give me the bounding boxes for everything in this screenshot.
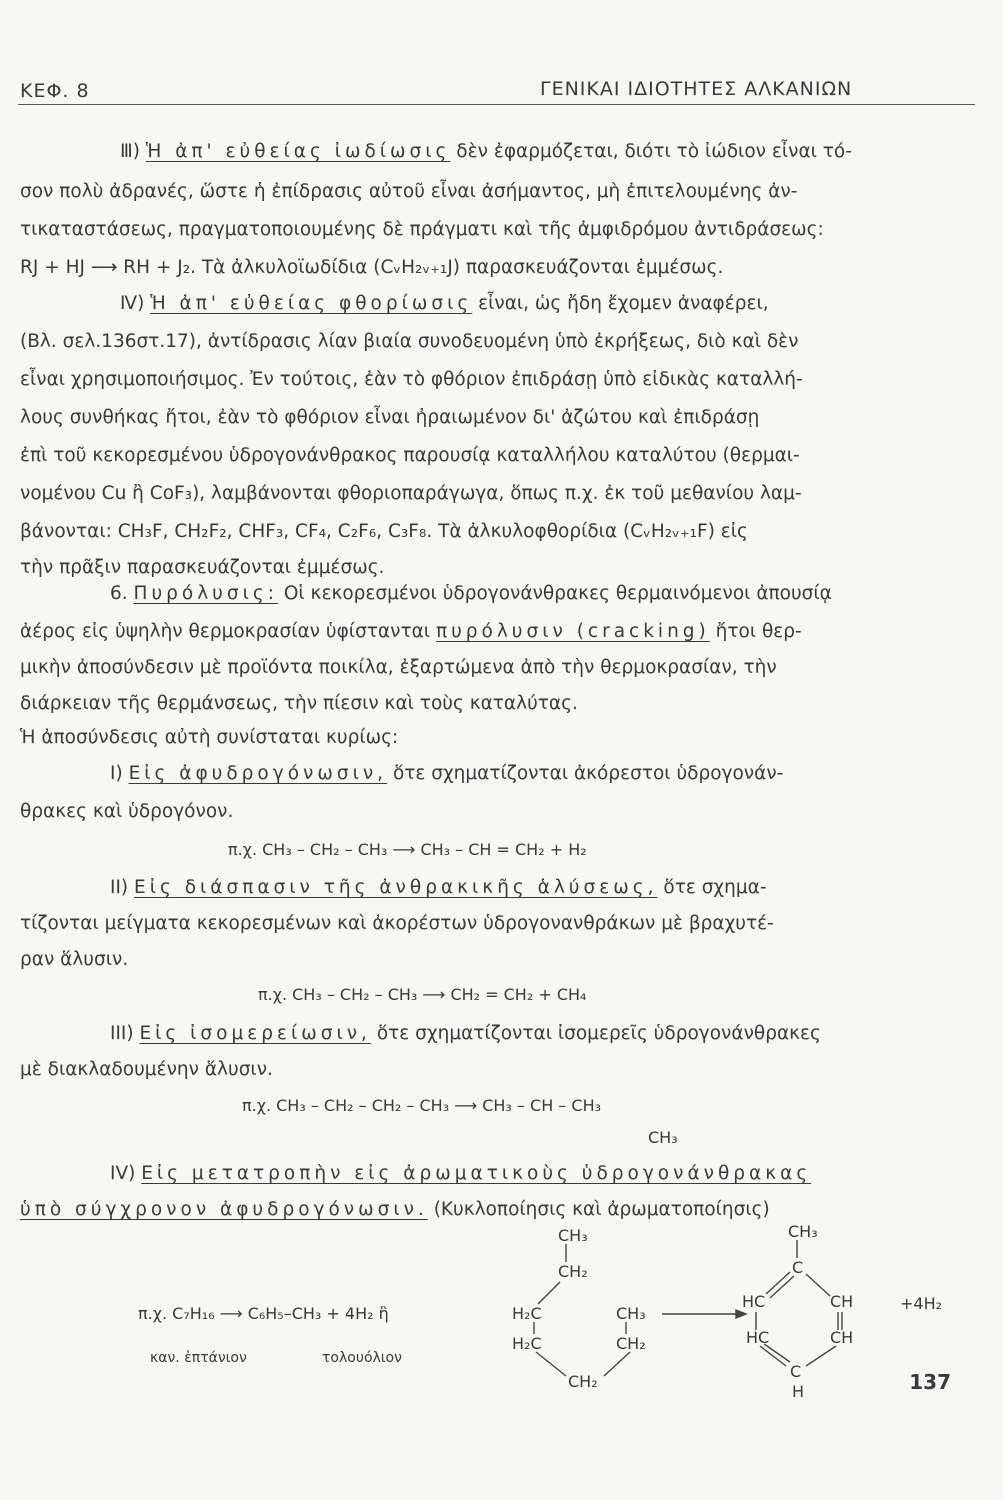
bond: [806, 1346, 836, 1366]
tol-plus-h2: +4H₂: [900, 1294, 943, 1313]
fluorination-line-8: τὴν πρᾶξιν παρασκευάζονται ἐμμέσως.: [20, 557, 385, 578]
bond: [536, 1352, 566, 1376]
tol-ch-low: CH: [830, 1328, 854, 1347]
fluorination-line-4: λους συνθήκας ἤτοι, ἐὰν τὸ φθόριον εἶναι ἠραιωμένον δι' ἀζώτου καὶ ἐπιδράσῃ: [20, 407, 760, 428]
case2-equation: π.χ. CH₃ – CH₂ – CH₃ ⟶ CH₂ = CH₂ + CH₄: [258, 985, 587, 1004]
hep-ch3-right: CH₃: [616, 1304, 646, 1323]
pyrolysis-line-2: ἀέρος εἰς ὑψηλὴν θερμοκρασίαν ὑφίστανται πυρόλυσιν (cracking) ἤτοι θερ-: [20, 621, 802, 642]
case1-heading: Εἰς ἀφυδρογόνωσιν,: [128, 763, 388, 784]
case4-line-1: ΙV) Εἰς μετατροπὴν εἰς ἀρωματικοὺς ὑδρογονάνθρακας: [110, 1163, 812, 1184]
fluorination-line-1: Ⅳ) Ἡ ἀπ' εὐθείας φθορίωσις εἶναι, ὡς ἤδη ἔχομεν ἀναφέρει,: [120, 293, 769, 314]
fluorination-line-6: νομένου Cu ἢ CoF₃), λαμβάνονται φθοριοπαράγωγα, ὅπως π.χ. ἐκ τοῦ μεθανίου λαμ-: [20, 483, 802, 504]
iodination-line-2: σον πολὺ ἀδρανές, ὥστε ἡ ἐπίδρασις αὐτοῦ εἶναι ἀσήμαντος, μὴ ἐπιτελουμένης ἀν-: [20, 181, 798, 202]
case2-line-1: ΙΙ) Εἰς διάσπασιν τῆς ἀνθρακικῆς ἁλύσεως, ὅτε σχημα-: [110, 877, 767, 898]
hep-ch2-low: CH₂: [616, 1334, 646, 1353]
iodination-line-4: RJ + HJ ⟶ RH + J₂. Τὰ ἀλκυλοϊωδίδια (CᵥH₂ᵥ₊₁J) παρασκευάζονται ἐμμέσως.: [20, 257, 724, 278]
case1-line-1: Ι) Εἰς ἀφυδρογόνωσιν, ὅτε σχηματίζονται ἀκόρεστοι ὑδρογονάν-: [110, 763, 784, 784]
hep-ch3-top: CH₃: [558, 1226, 588, 1245]
case4-heading: Εἰς μετατροπὴν εἰς ἀρωματικοὺς ὑδρογονάνθρακας: [141, 1163, 812, 1184]
tol-ch-right: CH: [830, 1292, 854, 1311]
hep-ch2-top: CH₂: [558, 1262, 588, 1281]
case3-branch: CH₃: [648, 1128, 678, 1147]
case2-line-3: ραν ἅλυσιν.: [20, 949, 129, 970]
fluorination-heading: Ἡ ἀπ' εὐθείας φθορίωσις: [150, 293, 473, 314]
case3-line-1: ΙΙΙ) Εἰς ἰσομερείωσιν, ὅτε σχηματίζονται ἰσομερεῖς ὑδρογονάνθρακες: [110, 1023, 821, 1044]
pyrolysis-line-4: διάρκειαν τῆς θερμάνσεως, τὴν πίεσιν καὶ τοὺς καταλύτας.: [20, 693, 578, 714]
hep-h2c-low: H₂C: [512, 1334, 542, 1353]
case2-heading: Εἰς διάσπασιν τῆς ἀνθρακικῆς ἁλύσεως,: [134, 877, 658, 898]
iodination-line-1: Ⅲ) Ἡ ἀπ' εὐθείας ἰωδίωσις δὲν ἐφαρμόζεται, διότι τὸ ἰώδιον εἶναι τό-: [120, 141, 852, 162]
fluorination-line-5: ἐπὶ τοῦ κεκορεσμένου ὑδρογονάνθρακος παρουσίᾳ καταλλήλου καταλύτου (θερμαι-: [20, 445, 800, 466]
case1-line-2: θρακες καὶ ὑδρογόνον.: [20, 801, 234, 822]
bond: [604, 1352, 630, 1376]
tol-c-top: C: [792, 1258, 804, 1277]
fluorination-line-2: (Βλ. σελ.136στ.17), ἀντίδρασις λίαν βιαία συνοδευομένη ὑπὸ ἐκρήξεως, διὸ καὶ δὲν: [20, 331, 799, 352]
case3-heading: Εἰς ἰσομερείωσιν,: [139, 1023, 371, 1044]
tol-hc-low: HC: [746, 1328, 770, 1347]
tol-h-bottom: H: [792, 1382, 805, 1401]
case3-equation: π.χ. CH₃ – CH₂ – CH₂ – CH₃ ⟶ CH₃ – CH – CH₃: [242, 1096, 602, 1115]
pyrolysis-line-5: Ἡ ἀποσύνδεσις αὐτὴ συνίσταται κυρίως:: [20, 727, 399, 748]
case1-equation: π.χ. CH₃ – CH₂ – CH₃ ⟶ CH₃ – CH = CH₂ + H₂: [228, 840, 587, 859]
pyrolysis-line-3: μικὴν ἀποσύνδεσιν μὲ προϊόντα ποικίλα, ἐξαρτώμενα ἀπὸ τὴν θερμοκρασίαν, τὴν: [20, 657, 777, 678]
tol-ch3: CH₃: [788, 1222, 818, 1241]
pyrolysis-line-1: 6. Πυρόλυσις: Οἱ κεκορεσμένοι ὑδρογονάνθρακες θερμαινόμενοι ἀπουσίᾳ: [110, 583, 832, 604]
case4-heading-cont: ὑπὸ σύγχρονον ἀφυδρογόνωσιν.: [20, 1199, 428, 1220]
case2-line-2: τίζονται μείγματα κεκορεσμένων καὶ ἀκορέστων ὑδρογονανθράκων μὲ βραχυτέ-: [20, 913, 774, 934]
hep-h2c-left: H₂C: [512, 1304, 542, 1323]
label-heptane: καν. ἑπτάνιον: [150, 1350, 247, 1366]
tol-hc-left: HC: [742, 1292, 766, 1311]
case3-line-2: μὲ διακλαδουμένην ἅλυσιν.: [20, 1059, 273, 1080]
case4-line-2: ὑπὸ σύγχρονον ἀφυδρογόνωσιν. (Κυκλοποίησις καὶ ἀρωματοποίησις): [20, 1199, 770, 1220]
pyrolysis-heading: Πυρόλυσις:: [133, 583, 278, 604]
reaction-arrow-head: [736, 1310, 746, 1318]
fluorination-line-7: βάνονται: CH₃F, CH₂F₂, CHF₃, CF₄, C₂F₆, C₃F₈. Τὰ ἀλκυλοφθορίδια (CᵥH₂ᵥ₊₁F) εἰς: [20, 521, 748, 542]
case4-equation: π.χ. C₇H₁₆ ⟶ C₆H₅–CH₃ + 4H₂ ἢ: [138, 1304, 389, 1323]
page-number: 137: [909, 1370, 951, 1394]
bond: [538, 1282, 560, 1304]
fluorination-line-3: εἶναι χρησιμοποιήσιμος. Ἐν τούτοις, ἐὰν τὸ φθόριον ἐπιδράσῃ ὑπὸ εἰδικὰς καταλλή-: [20, 369, 803, 390]
tol-c-bottom: C: [790, 1362, 802, 1381]
cracking-term: πυρόλυσιν (cracking): [435, 621, 710, 642]
page-title: ΓΕΝΙΚΑΙ ΙΔΙΟΤΗΤΕΣ ΑΛΚΑΝΙΩΝ: [540, 78, 853, 100]
hep-ch2-bottom: CH₂: [568, 1372, 598, 1391]
chapter-label: ΚΕΦ. 8: [20, 80, 90, 102]
iodination-line-3: τικαταστάσεως, πραγματοποιουμένης δὲ πράγματι καὶ τῆς ἀμφιδρόμου ἀντιδράσεως:: [20, 219, 824, 240]
bond: [806, 1274, 830, 1296]
iodination-heading: Ἡ ἀπ' εὐθείας ἰωδίωσις: [145, 141, 451, 162]
label-toluene: τολουόλιον: [322, 1350, 402, 1366]
